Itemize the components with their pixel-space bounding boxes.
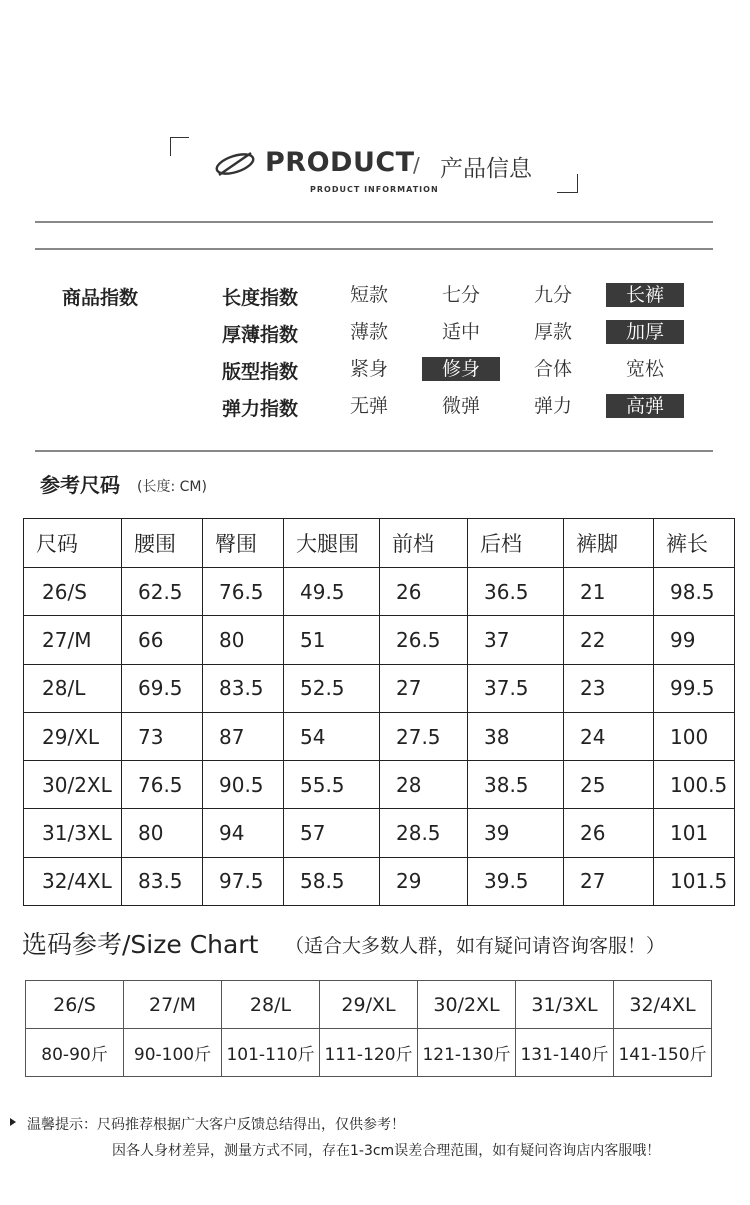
table-header-cell: 后档 — [468, 519, 564, 568]
index-option: 九分 — [533, 284, 572, 306]
table-cell: 58.5 — [284, 857, 380, 905]
table-cell: 51 — [284, 616, 380, 664]
weight-cell: 101-110斤 — [222, 1029, 320, 1077]
index-option: 微弹 — [441, 395, 480, 417]
table-cell: 101.5 — [654, 857, 735, 905]
table-cell: 28.5 — [380, 809, 468, 857]
index-option: 合体 — [533, 358, 572, 380]
table-cell: 100 — [654, 712, 735, 760]
note-arrow-icon — [10, 1118, 16, 1126]
index-option-selected: 长裤 — [606, 283, 684, 307]
table-cell: 99.5 — [654, 664, 735, 712]
table-header-cell: 裤长 — [654, 519, 735, 568]
divider-line — [35, 221, 713, 223]
table-cell: 37.5 — [468, 664, 564, 712]
size-cell: 29/XL — [320, 981, 418, 1029]
table-cell: 21 — [564, 568, 654, 616]
index-option-selected: 修身 — [422, 357, 500, 381]
table-cell: 29/XL — [24, 712, 122, 760]
table-cell: 38 — [468, 712, 564, 760]
title-chinese: 产品信息 — [440, 156, 532, 182]
size-chart-subtitle: （适合大多数人群，如有疑问请咨询客服！） — [285, 935, 666, 957]
size-cell: 26/S — [26, 981, 124, 1029]
size-cell: 28/L — [222, 981, 320, 1029]
size-cell: 27/M — [124, 981, 222, 1029]
weight-cell: 121-130斤 — [418, 1029, 516, 1077]
table-cell: 26 — [380, 568, 468, 616]
table-cell: 87 — [203, 712, 284, 760]
table-cell: 98.5 — [654, 568, 735, 616]
index-option: 薄款 — [349, 321, 388, 343]
table-cell: 26/S — [24, 568, 122, 616]
table-cell: 54 — [284, 712, 380, 760]
table-cell: 27.5 — [380, 712, 468, 760]
table-cell: 27 — [380, 664, 468, 712]
table-cell: 27 — [564, 857, 654, 905]
index-option-selected: 高弹 — [606, 394, 684, 418]
table-row — [24, 664, 735, 712]
divider-line — [35, 248, 713, 250]
index-row-label: 弹力指数 — [222, 398, 299, 420]
table-cell: 26 — [564, 809, 654, 857]
size-reference-title: 参考尺码 — [40, 473, 120, 497]
table-cell: 24 — [564, 712, 654, 760]
table-row — [24, 616, 735, 664]
table-header-cell: 大腿围 — [284, 519, 380, 568]
table-cell: 39 — [468, 809, 564, 857]
index-option: 短款 — [349, 284, 388, 306]
table-cell: 83.5 — [122, 857, 203, 905]
index-option: 厚款 — [533, 321, 572, 343]
index-row-label: 版型指数 — [222, 361, 299, 383]
index-option-selected: 加厚 — [606, 320, 684, 344]
table-cell: 80 — [122, 809, 203, 857]
table-header-cell: 尺码 — [24, 519, 122, 568]
table-cell: 32/4XL — [24, 857, 122, 905]
table-cell: 94 — [203, 809, 284, 857]
title-english: PRODUCT — [265, 147, 415, 178]
table-row — [24, 761, 735, 809]
table-cell: 62.5 — [122, 568, 203, 616]
table-cell: 52.5 — [284, 664, 380, 712]
table-cell: 23 — [564, 664, 654, 712]
index-section-label: 商品指数 — [62, 287, 139, 309]
table-row — [24, 568, 735, 616]
table-header-row — [24, 519, 735, 568]
table-cell: 76.5 — [122, 761, 203, 809]
size-row — [26, 981, 712, 1029]
table-cell: 26.5 — [380, 616, 468, 664]
table-cell: 66 — [122, 616, 203, 664]
size-weight-table — [25, 980, 712, 1077]
index-option: 无弹 — [349, 395, 388, 417]
index-row-label: 长度指数 — [222, 287, 299, 309]
table-cell: 29 — [380, 857, 468, 905]
weight-cell: 111-120斤 — [320, 1029, 418, 1077]
table-cell: 37 — [468, 616, 564, 664]
table-cell: 80 — [203, 616, 284, 664]
table-row — [24, 712, 735, 760]
size-cell: 32/4XL — [614, 981, 712, 1029]
table-cell: 97.5 — [203, 857, 284, 905]
index-option: 适中 — [441, 321, 480, 343]
corner-bracket-top-left — [170, 137, 189, 156]
index-option: 宽松 — [625, 358, 664, 380]
table-header-cell: 腰围 — [122, 519, 203, 568]
table-cell: 69.5 — [122, 664, 203, 712]
table-cell: 99 — [654, 616, 735, 664]
table-row — [24, 857, 735, 905]
table-cell: 55.5 — [284, 761, 380, 809]
size-measurement-table — [23, 518, 735, 906]
table-cell: 90.5 — [203, 761, 284, 809]
table-header-cell: 前档 — [380, 519, 468, 568]
table-cell: 27/M — [24, 616, 122, 664]
weight-cell: 141-150斤 — [614, 1029, 712, 1077]
table-cell: 25 — [564, 761, 654, 809]
table-row — [24, 809, 735, 857]
table-header-cell: 臀围 — [203, 519, 284, 568]
note-line-1: 温馨提示：尺码推荐根据广大客户反馈总结得出，仅供参考！ — [27, 1117, 405, 1133]
table-cell: 100.5 — [654, 761, 735, 809]
table-cell: 36.5 — [468, 568, 564, 616]
index-row-label: 厚薄指数 — [222, 324, 299, 346]
size-reference-unit: (长度: CM) — [137, 479, 207, 495]
divider-line — [35, 450, 713, 452]
weight-cell: 90-100斤 — [124, 1029, 222, 1077]
size-cell: 30/2XL — [418, 981, 516, 1029]
index-option: 弹力 — [533, 395, 572, 417]
table-cell: 39.5 — [468, 857, 564, 905]
index-option: 七分 — [441, 284, 480, 306]
index-option: 紧身 — [349, 358, 388, 380]
weight-row — [26, 1029, 712, 1077]
table-cell: 28/L — [24, 664, 122, 712]
table-cell: 22 — [564, 616, 654, 664]
table-cell: 49.5 — [284, 568, 380, 616]
title-subtitle: PRODUCT INFORMATION — [310, 185, 439, 194]
weight-cell: 131-140斤 — [516, 1029, 614, 1077]
table-cell: 83.5 — [203, 664, 284, 712]
table-cell: 31/3XL — [24, 809, 122, 857]
table-cell: 101 — [654, 809, 735, 857]
corner-bracket-bottom-right — [557, 174, 578, 193]
size-chart-title: 选码参考/Size Chart — [22, 930, 259, 959]
table-cell: 76.5 — [203, 568, 284, 616]
size-cell: 31/3XL — [516, 981, 614, 1029]
table-cell: 57 — [284, 809, 380, 857]
table-header-cell: 裤脚 — [564, 519, 654, 568]
weight-cell: 80-90斤 — [26, 1029, 124, 1077]
table-cell: 73 — [122, 712, 203, 760]
table-cell: 30/2XL — [24, 761, 122, 809]
table-cell: 38.5 — [468, 761, 564, 809]
note-line-2: 因各人身材差异，测量方式不同，存在1-3cm误差合理范围，如有疑问咨询店内客服哦！ — [112, 1143, 661, 1159]
title-separator: / — [413, 153, 420, 177]
table-cell: 28 — [380, 761, 468, 809]
product-logo-icon — [213, 150, 257, 178]
